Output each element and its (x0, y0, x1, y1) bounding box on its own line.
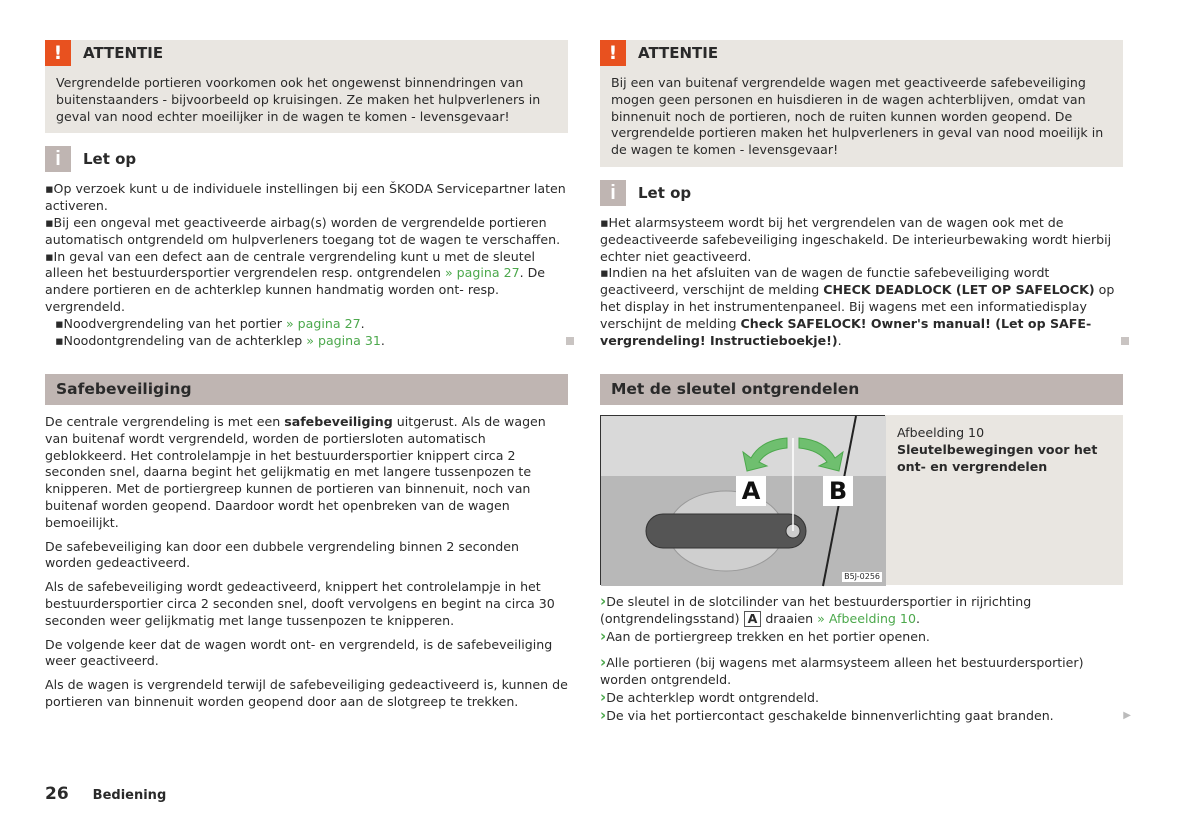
warning-title: ATTENTIE (638, 43, 719, 62)
figure-code: B5J-0256 (844, 572, 880, 581)
note-subitem: ▪ Noodontgrendeling van de achterklep » pagina 31. (45, 333, 568, 350)
warning-icon: ! (600, 40, 626, 66)
text: In geval van een defect aan de centrale vergrendeling kunt u met de sleutel alleen het bestuurdersportier vergrendelen resp. ontgrendelen (45, 248, 535, 281)
left-column (45, 40, 568, 349)
note-title: Let op (83, 149, 137, 168)
paragraph: De volgende keer dat de wagen wordt ont- en vergrendeld, is de safebeveiliging weer geactiveerd. (45, 636, 553, 669)
page-link[interactable]: » pagina 31 (306, 332, 381, 348)
warning-text: Vergrendelde portieren voorkomen ook het ongewenst binnendringen van buitenstaanders - bijvoorbeeld op kruisingen. Ze maken het hulpverleners in geval van nood echter moeilijker in de wagen te komen - levensgevaar! (56, 75, 541, 124)
text: draaien (761, 610, 818, 626)
display-message: Check SAFELOCK! Owner's manual! (Let op SAFE-vergrendeling! Instructieboekje!) (600, 315, 1092, 348)
note-list (45, 181, 568, 349)
end-marker (1121, 337, 1129, 345)
text: . (915, 610, 920, 626)
warning-box (45, 40, 568, 133)
step (600, 593, 1123, 628)
chapter-name: Bediening (92, 788, 167, 803)
label-b: B (823, 476, 853, 506)
page-link[interactable]: » pagina 27 (285, 315, 361, 331)
note-item: ▪ Bij een ongeval met geactiveerde airbag(s) worden de vergrendelde portieren automatisch ontgrendeld om hulpverleners toegang tot de wagen te verschaffen. (45, 215, 568, 249)
page-link[interactable]: » pagina 27 (444, 265, 520, 281)
key-a-reference: A (744, 611, 762, 627)
text: uitgerust. Als de wagen van buitenaf wordt vergrendeld, worden de portiersloten automatisch geblokkeerd. Het controlelampje in het bestuurdersportier knippert circa 2 seconden snel, daarna begint het gelijkmatig en met langere tussenpozen te knipperen. Met de portiergreep kunnen de portieren van binnenuit, noch van buitenaf worden geopend. Daardoor wordt het openbreken van de wagen bemoeilijkt. (45, 414, 546, 530)
paragraph: De safebeveiliging kan door een dubbele vergrendeling binnen 2 seconden worden gedeactiveerd. (45, 538, 519, 571)
note-item: ▪ Op verzoek kunt u de individuele instellingen bij een ŠKODA Servicepartner laten activeren. (45, 181, 568, 215)
warning-icon: ! (45, 40, 71, 66)
warning-text: Bij een van buitenaf vergrendelde wagen met geactiveerde safebeveiliging mogen geen personen en huisdieren in de wagen achterblijven, omdat van binnenuit noch de portieren, noch de ruiten kunnen worden geopend. De vergrendelde portieren maken het hulpverleners in geval van nood moeilijk in de wagen te komen - levensgevaar! (611, 75, 1104, 158)
paragraph: Als de wagen is vergrendeld terwijl de safebeveiliging gedeactiveerd is, kunnen de portieren van binnenuit worden geopend door aan de slotgreep te trekken. (45, 677, 568, 709)
continue-arrow-icon: ▶ (1123, 709, 1131, 721)
figure-number: Afbeelding 10 (897, 425, 985, 440)
info-icon: i (600, 180, 626, 206)
figure-caption: Sleutelbewegingen voor het ont- en vergrendelen (897, 441, 1098, 474)
note-item: ▪ Het alarmsysteem wordt bij het vergrendelen van de wagen ook met de gedeactiveerde safebeveiliging ingeschakeld. De interieurbewaking wordt hierbij echter niet geactiveerd. (600, 215, 1123, 265)
left-section (45, 374, 568, 718)
steps (600, 593, 1131, 725)
door-handle-illustration (600, 415, 885, 585)
section-heading: Met de sleutel ontgrendelen (600, 374, 1123, 405)
info-icon: i (45, 146, 71, 172)
figure-link[interactable]: » Afbeelding 10 (817, 610, 916, 626)
text: Noodvergrendeling van het portier (63, 315, 286, 331)
bold-term: safebeveiliging (284, 414, 393, 429)
note-item (45, 249, 568, 316)
display-message: CHECK DEADLOCK (LET OP SAFELOCK) (823, 282, 1095, 298)
figure (600, 415, 1123, 585)
text: . (837, 332, 842, 348)
warning-title: ATTENTIE (83, 43, 164, 62)
step: › Aan de portiergreep trekken en het portier openen. (600, 628, 1123, 646)
page-number: 26 (45, 784, 69, 804)
text: Indien na het afsluiten van de wagen de functie safebeveiliging wordt geactiveerd, verschijnt de melding (600, 265, 1050, 298)
end-marker (566, 337, 574, 345)
note-title: Let op (638, 183, 692, 202)
text: Noodontgrendeling van de achterklep (63, 332, 307, 348)
paragraph (45, 414, 568, 532)
note-subitem: ▪ Noodvergrendeling van het portier » pagina 27. (45, 316, 568, 333)
text: . De andere portieren en de achterklep kunnen handmatig worden ont- resp. vergrendeld. (45, 265, 546, 314)
note-item (600, 265, 1123, 349)
note-list (600, 215, 1123, 349)
result: › De via het portiercontact geschakelde binnenverlichting gaat branden. (600, 707, 1123, 725)
text: De centrale vergrendeling is met een (45, 414, 285, 429)
result: › Alle portieren (bij wagens met alarmsysteem alleen het bestuurdersportier) worden ontgrendeld. (600, 654, 1123, 689)
text: op het display in het instrumentenpaneel. Bij wagens met een informatiedisplay verschijnt de melding (600, 282, 1115, 331)
label-a: A (736, 476, 766, 506)
paragraph: Als de safebeveiliging wordt gedeactiveerd, knippert het controlelampje in het bestuurdersportier circa 2 seconden snel, dooft vervolgens en begint na circa 30 seconden weer gelijkmatig met lange tussenpozen te knipperen. (45, 579, 555, 628)
warning-box (600, 40, 1123, 167)
result: › De achterklep wordt ontgrendeld. (600, 689, 1123, 707)
section-heading: Safebeveiliging (45, 374, 568, 405)
right-column (600, 40, 1123, 349)
text: De sleutel in de slotcilinder van het bestuurdersportier in rijrichting (ontgrendelingsstand) (600, 594, 1032, 626)
page-footer (45, 786, 166, 805)
right-section (600, 374, 1131, 725)
